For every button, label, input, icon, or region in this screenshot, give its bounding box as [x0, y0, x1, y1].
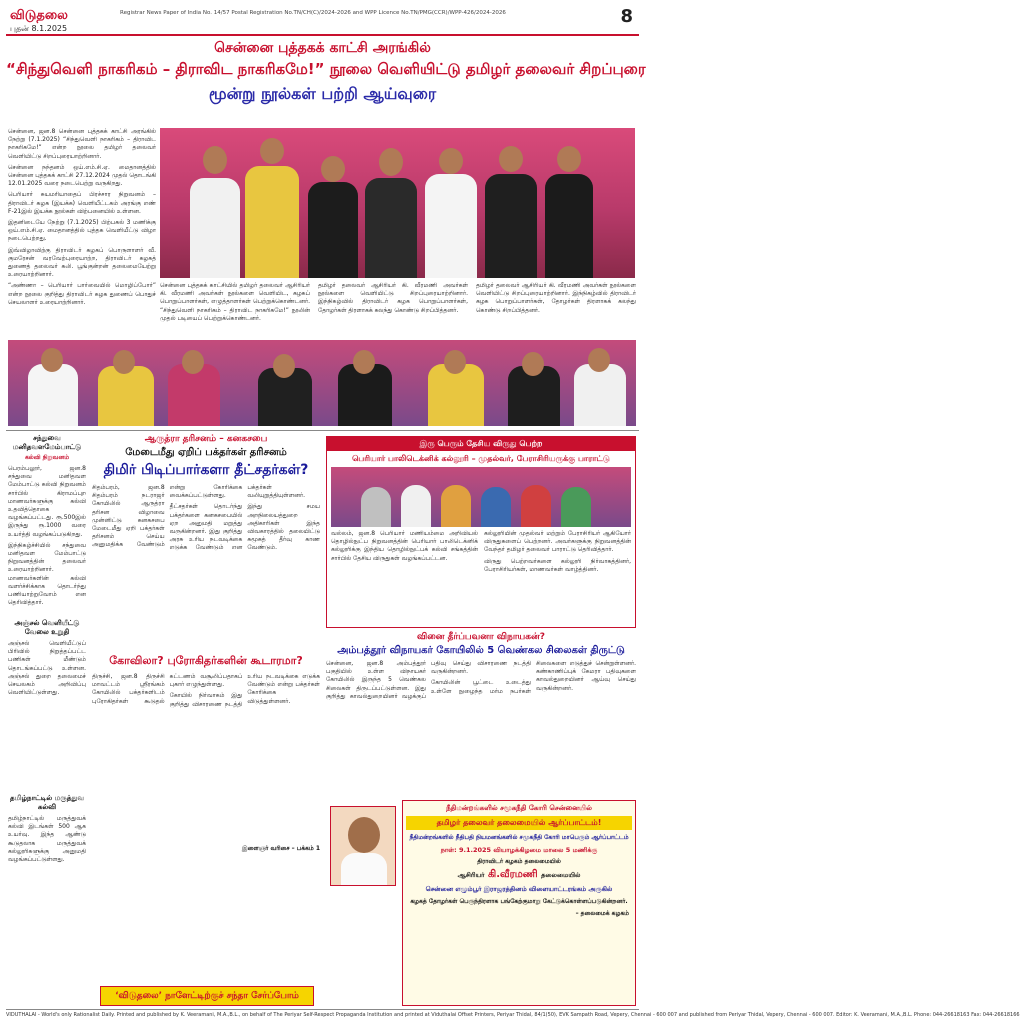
masthead-rule	[6, 34, 639, 36]
lead-subhead: மூன்று நூல்கள் பற்றி ஆய்வுரை	[208, 84, 437, 103]
ad-leader-suffix: தலைமையில்	[541, 871, 581, 879]
awards-story	[326, 436, 636, 628]
photo-caption-mid	[318, 282, 468, 338]
left-col-title-3: தமிழ்நாட்டில் மருத்துவ கல்வி	[9, 794, 85, 811]
masthead-title: விடுதலை	[10, 8, 68, 23]
imprint-line: VIDUTHALAI - World's only Rationalist Daily. Printed and published by K. Veeramani, M.A.,B.L., on behalf of The Periyar Self-Respect Propaganda Institution and printed at Viduthalai Offset Printers, Periyar Thidal, 84/1(50), EVK Sampath Road, Vepery, Chennai - 600 007 and published from Periyar Thidal, Vepery, Chennai - 600 007. Editor: K. Veeramani, M.A.,B.L. Phone: 044-26618163 Fax: 044-26618166	[6, 1012, 1020, 1018]
photo-caption-left	[160, 282, 310, 338]
darshan-paragraph: சிதம்பரம், ஜன.8 சிதம்பரம் நடராஜர் கோயிலில் ஆருத்ரா தரிசன விழாவை முன்னிட்டு கனகசபை மேடைமீது ஏறி பக்தர்கள் தரிசனம் செய்ய அனுமதிக்க வேண்டும் என்று கோரிக்கை வைக்கப்பட்டுள்ளது.	[92, 484, 243, 549]
darshan-headline: திமிர் பிடிப்பார்களா தீட்சதர்கள்?	[103, 462, 309, 478]
theft-paragraph: கோயிலின் பூட்டை உடைத்து உள்ளே நுழைந்த மர்ம நபர்கள் சிலைகளை எடுத்துச் சென்றுள்ளனர். கண்காணிப்புக் கேமரா பதிவுகளை காவல்துறையினர் ஆய்வு செய்து வருகின்றனர்.	[431, 660, 636, 695]
lead-paragraph: சென்னை, ஜன.8 சென்னை புத்தகக் காட்சி அரங்கில் நேற்று (7.1.2025) “சிந்துவெளி நாகரிகம் – திராவிட நாகரிகமே!” என்ற நூலை தமிழர் தலைவர் வெளியிட்டு சிறப்புரையாற்றினார்.	[8, 128, 156, 160]
awards-paragraph: கல்லூரியின் முதல்வர் மற்றும் பேராசிரியர் ஆகியோர் விருதுகளைப் பெற்றனர். அவர்களுக்கு நிறுவனத்தின் வேந்தர் தமிழர் தலைவர் பாராட்டு தெரிவித்தார்.	[484, 530, 631, 554]
footer-rule	[6, 1009, 639, 1010]
lead-kicker: சென்னை புத்தகக் காட்சி அரங்கில்	[214, 40, 431, 56]
lead-paragraph: பெரியார் சுயமரியாதைப் பிரச்சார நிறுவனம் – திராவிடர் கழக (இயக்க) வெளியீட்டகம் அரங்கு எண் F-21இல் இயக்க நூல்கள் விற்பனையில் உள்ளன.	[8, 191, 156, 215]
leader-portrait	[330, 806, 396, 886]
ad-sign: – தலைமைக் கழகம்	[575, 910, 629, 917]
darshan-line2: மேடைமீது ஏறிப் பக்தர்கள் தரிசனம்	[125, 447, 287, 458]
left-col-paragraph: பெரம்பலூர், ஜன.8 சந்துவை மனிதவள மேம்பாட்டு கல்வி நிறுவனம் சார்பில் கிராமப்புற மாணவர்களுக்கு கல்வி உதவித்தொகை வழங்கப்பட்டது. ரூ.500இல் இருந்து ரூ.1000 வரை உயர்த்தி வழங்கப்படுகிறது.	[8, 465, 86, 538]
ad-top: நீதிமன்றங்களில் சமூகநீதி கோரி சென்னையில்	[446, 804, 592, 812]
theft-paragraph: சென்னை, ஜன.8 அம்பத்தூர் பகுதியில் உள்ள விநாயகர் கோயிலில் இருந்த 5 வெண்கல சிலைகள் திருடப்பட்டுள்ளன. இது குறித்து காவல்துறையினர் வழக்குப் பதிவு செய்து விசாரணை நடத்தி வருகின்றனர்.	[326, 660, 531, 700]
caption-text: தமிழர் தலைவர் ஆசிரியர் கி. வீரமணி அவர்கள் நூல்களை வெளியிட்டு சிறப்புரையாற்றினார். இந்நிகழ்வில் திராவிடர் கழக பொறுப்பாளர்கள், தோழர்கள் திரளாகக் கலந்து கொண்டு சிறப்பித்தனர்.	[476, 282, 636, 314]
issue-date: புதன் 8.1.2025	[10, 24, 68, 33]
ad-leader-prefix: ஆசிரியர்	[457, 871, 485, 879]
caption-text: தமிழர் தலைவர் ஆசிரியர் கி. வீரமணி அவர்கள் நூல்களை வெளியிட்டு சிறப்புரையாற்றினார். இந்நிகழ்வில் திராவிடர் கழக பொறுப்பாளர்கள், தோழர்கள் திரளாகக் கலந்து கொண்டு சிறப்பித்தனர்.	[318, 282, 468, 314]
lead-paragraph: “அண்ணா – பெரியார் பார்வையில் மொழிப்போர்” என்ற நூலை குறித்து திராவிடர் கழக துணைப் பொதுச் செயலாளர் உரையாற்றினார்.	[8, 282, 156, 306]
darshan-paragraph: இந்து சமய அறநிலையத்துறை அதிகாரிகள் இந்த விவகாரத்தில் தலையிட்டு சுமூகத் தீர்வு காண வேண்டும்.	[247, 503, 320, 552]
theft-headline: அம்பத்தூர் விநாயகர் கோயிலில் 5 வெண்கல சிலைகள் திருட்டு	[337, 645, 625, 656]
book-release-photo	[160, 128, 635, 278]
caption-text: சென்னை புத்தகக் காட்சியில் தமிழர் தலைவர் ஆசிரியர் கி. வீரமணி அவர்கள் நூல்களை வெளியிட, கழகப் பொறுப்பாளர்கள், எழுத்தாளர்கள் பெற்றுக்கொண்டனர். “சிந்துவெளி நாகரிகம் – திராவிட நாகரிகமே!” நூலின் முதல் படியைப் பெற்றுக்கொண்டனர்.	[160, 282, 310, 322]
darshan-byline: இளைஞர் வரிசை – பக்கம் 1	[241, 845, 320, 852]
theft-story	[326, 632, 636, 798]
left-col-title: சந்துவை மனிதவளமேம்பாட்டு	[12, 434, 82, 451]
awards-paragraph: வல்லம், ஜன.8 பெரியார் மணியம்மை அறிவியல் தொழில்நுட்ப நிறுவனத்தின் பெரியார் பாலிடெக்னிக் கல்லூரிக்கு இந்திய தொழில்நுட்பக் கல்வி சங்கத்தின் சார்பில் தேசிய விருதுகள் வழங்கப்பட்டன.	[331, 530, 478, 562]
lead-body-column	[8, 128, 156, 336]
photo-caption-right	[476, 282, 636, 338]
awards-paragraph: விருது பெற்றவர்களை கல்லூரி நிர்வாகத்தினர், பேராசிரியர்கள், மாணவர்கள் வாழ்த்தினர்.	[484, 557, 631, 573]
ad-date: நாள்: 9.1.2025 வியாழக்கிழமை மாலை 5 மணிக்கு	[440, 846, 598, 854]
left-col-paragraph: அஞ்சல் வெளியீட்டுப் பிரிவில் நிறுத்தப்பட்ட பணிகள் மீண்டும் தொடங்கப்பட்டு உள்ளன. அஞ்சல் துறை தலைமைச் செயலகம் அறிவிப்பு வெளியிட்டுள்ளது.	[8, 640, 86, 697]
left-col-paragraph: தமிழ்நாட்டில் மருத்துவக் கல்வி இடங்கள் 500 ஆக உயர்வு. இந்த ஆண்டு கூடுதலாக மருத்துவக் கல்லூரிகளுக்கு அனுமதி வழங்கப்பட்டுள்ளது.	[8, 815, 86, 864]
ad-leader-line	[407, 869, 631, 881]
temple-headline: கோவிலா? புரோகிதர்களின் கூடாரமா?	[109, 654, 303, 667]
ad-banner: தமிழர் தலைவர் தலைமையில் ஆர்ப்பாட்டம்!	[406, 816, 632, 830]
ad-leader: கி.வீரமணி	[488, 869, 538, 880]
left-col-title-2: அஞ்சல் வெளியீட்டு வேலை உறுதி	[14, 619, 80, 636]
subscription-banner: ‘விடுதலை’ நாளேட்டிற்குச் சந்தா சேர்ப்போம்	[100, 986, 314, 1006]
lead-paragraph: சென்னை நந்தனம் ஒய்.எம்.சி.ஏ. மைதானத்தில் சென்னை புத்தகக் காட்சி 27.12.2024 முதல் தொடங்கி 12.01.2025 வரை நடைபெற்று வருகிறது.	[8, 163, 156, 188]
lead-headline: “சிந்துவெளி நாகரிகம் – திராவிட நாகரிகமே!” நூலை வெளியிட்டு தமிழர் தலைவர் சிறப்புரை	[6, 60, 646, 78]
ad-org: திராவிடர் கழகம் தலைமையில்	[477, 858, 561, 865]
page-number: 8	[620, 6, 633, 27]
section-divider	[6, 430, 639, 431]
left-col-subtitle: கல்வி நிறுவனம்	[24, 454, 70, 461]
lead-paragraph: இதனிடையே நேற்று (7.1.2025) பிற்பகல் 3 மணிக்கு ஒய்.எம்.சி.ஏ. மைதானத்தில் புத்தக வெளியீட்டு விழா நடைபெற்றது.	[8, 219, 156, 243]
ad-venue: சென்னை எழும்பூர் இராஜரத்தினம் விளையாட்டரங்கம் அருகில்	[425, 885, 613, 893]
temple-paragraph: திருச்சி, ஜன.8 திருச்சி மாவட்டம் ஸ்ரீரங்கம் கோயிலில் பக்தர்களிடம் புரோகிதர்கள் கூடுதல் கட்டணம் வசூலிப்பதாகப் புகார் எழுந்துள்ளது.	[92, 673, 243, 705]
darshan-paragraph: தீட்சதர்கள் தொடர்ந்து பக்தர்களை கனகசபையில் ஏற அனுமதி மறுத்து வருகின்றனர். இது குறித்து அரசு உரிய நடவடிக்கை எடுக்க வேண்டும் என பக்தர்கள் வலியுறுத்தியுள்ளனர்.	[169, 484, 305, 552]
darshan-kicker: ஆருத்ரா தரிசனம் – கனகசபை	[144, 434, 268, 444]
awards-kicker: இரு பெரும் தேசிய விருது பெற்ற	[327, 437, 635, 451]
left-col-paragraph: இந்நிகழ்ச்சியில் சந்துவை மனிதவள மேம்பாட்டு நிறுவனத்தின் தலைவர் உரையாற்றினார். மாணவர்களின் கல்வி வளர்ச்சிக்காக தொடர்ந்து பணியாற்றுவோம் என தெரிவித்தார்.	[8, 541, 86, 607]
registration-line: Registrar News Paper of India No. 14/57 Postal Registration No.TN/CH(C)/2024-2026 and WPP Licence No.TN/PMG(CCR)/WPP-426/2024-2026	[120, 10, 506, 16]
theft-kicker: வினை தீர்ப்பவனா விநாயகன்?	[417, 632, 545, 642]
ad-appeal: கழகத் தோழர்கள் பெருந்திரளாக பங்கேற்குமாறு கேட்டுக்கொள்ளப்படுகின்றனர்.	[410, 898, 628, 905]
awards-photo	[331, 467, 631, 527]
temple-paragraph: கோயில் நிர்வாகம் இது குறித்து விசாரணை நடத்தி உரிய நடவடிக்கை எடுக்க வேண்டும் என்று பக்தர்கள் கோரிக்கை விடுத்துள்ளனர்.	[169, 673, 320, 708]
darshan-story	[92, 434, 320, 984]
awards-headline: பெரியார் பாலிடெக்னிக் கல்லூரி – முதல்வர், பேராசிரியருக்கு பாராட்டு	[352, 454, 610, 463]
left-news-column	[8, 434, 86, 1008]
protest-ad	[402, 800, 636, 1006]
lead-paragraph: இவ்விழாவிற்கு திராவிடர் கழகப் பொருளாளர் வீ. குமரேசன் வரவேற்புரையாற்ற, திராவிடர் கழகத் துணைத் தலைவர் கலி. பூங்குன்றன் தலைமையேற்று உரையாற்றினார்.	[8, 246, 156, 279]
ad-sub: நீதிமன்றங்களில் நீதிபதி நியமனங்களில் சமூகநீதி கோரி மாபெரும் ஆர்ப்பாட்டம்	[409, 834, 629, 841]
event-photo-strip	[8, 340, 636, 426]
